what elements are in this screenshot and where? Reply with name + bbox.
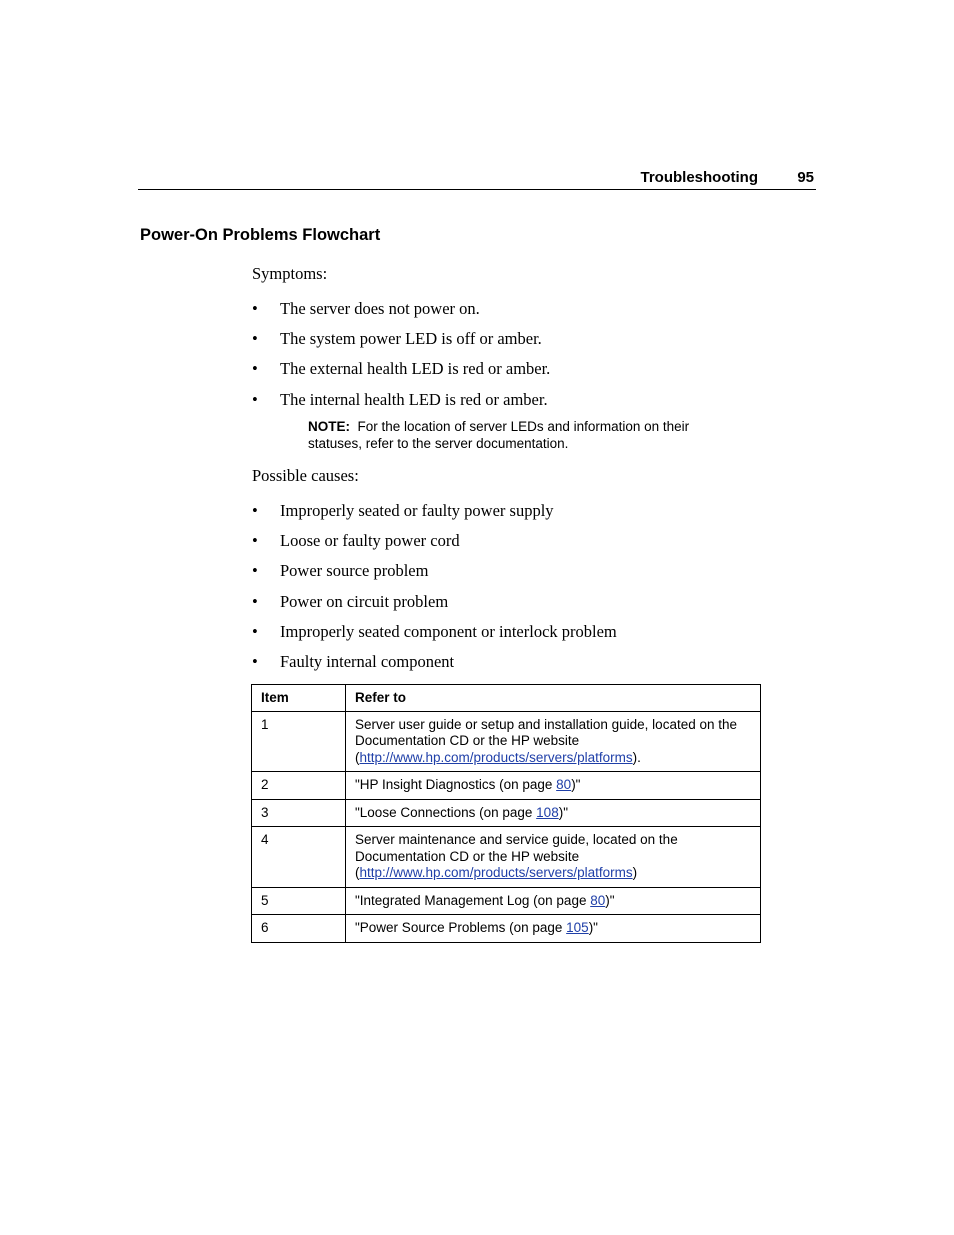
list-item <box>252 299 550 329</box>
reference-table <box>251 684 761 943</box>
refer-cell: "Integrated Management Log (on page 80)" <box>346 887 761 915</box>
list-item <box>252 561 617 591</box>
item-cell: 5 <box>252 887 346 915</box>
bullet-icon: • <box>252 501 258 520</box>
symptom-text: The internal health LED is red or amber. <box>280 389 548 409</box>
list-item <box>252 592 617 622</box>
section-heading: Power-On Problems Flowchart <box>140 226 381 244</box>
list-item <box>252 390 550 420</box>
reference-link[interactable]: http://www.hp.com/products/servers/platforms <box>359 865 633 880</box>
bullet-icon: • <box>252 299 258 318</box>
causes-label: Possible causes: <box>252 466 359 485</box>
page-link[interactable]: 80 <box>556 777 572 792</box>
running-header <box>138 168 816 190</box>
item-cell: 2 <box>252 772 346 800</box>
refer-cell: "HP Insight Diagnostics (on page 80)" <box>346 772 761 800</box>
symptom-text: The system power LED is off or amber. <box>280 329 542 349</box>
bullet-icon: • <box>252 651 258 671</box>
bullet-icon: • <box>252 621 258 641</box>
bullet-icon: • <box>252 389 258 409</box>
table-row <box>252 799 761 827</box>
column-header-refer-to: Refer to <box>346 685 761 712</box>
page-link[interactable]: 80 <box>590 892 606 908</box>
bullet-icon: • <box>252 591 258 611</box>
causes-list <box>252 501 617 682</box>
cause-text: Faulty internal component <box>280 651 455 671</box>
symptom-text: The server does not power on. <box>280 299 480 318</box>
page-link[interactable]: 105 <box>566 920 589 935</box>
bullet-icon: • <box>252 531 258 551</box>
cause-text: Power on circuit problem <box>280 591 449 611</box>
refer-cell: Server user guide or setup and installation guide, located on the Documentation CD or the HP website (http://www.hp.com/products/servers/platforms). <box>346 711 761 772</box>
item-cell: 4 <box>252 827 346 888</box>
bullet-icon: • <box>252 329 258 349</box>
cause-text: Improperly seated component or interlock problem <box>280 621 617 641</box>
symptom-text: The external health LED is red or amber. <box>280 359 551 379</box>
table-row <box>252 915 761 943</box>
column-header-item: Item <box>252 685 346 712</box>
table-row <box>252 887 761 915</box>
note-label: NOTE: <box>308 419 350 434</box>
list-item <box>252 359 550 389</box>
refer-cell: "Loose Connections (on page 108)" <box>346 799 761 827</box>
list-item <box>252 329 550 359</box>
item-cell: 3 <box>252 799 346 827</box>
table-row <box>252 711 761 772</box>
symptoms-list <box>252 299 550 420</box>
symptoms-label: Symptoms: <box>252 264 328 283</box>
table-row <box>252 827 761 888</box>
cause-text: Improperly seated or faulty power supply <box>280 501 554 520</box>
list-item <box>252 622 617 652</box>
table-header-row <box>252 685 761 712</box>
item-cell: 6 <box>252 915 346 943</box>
table-row <box>252 772 761 800</box>
reference-link[interactable]: http://www.hp.com/products/servers/platforms <box>359 749 633 765</box>
item-cell: 1 <box>252 711 346 772</box>
cause-text: Power source problem <box>280 561 429 581</box>
list-item <box>252 652 617 682</box>
page-number: 95 <box>797 169 814 186</box>
refer-cell: Server maintenance and service guide, located on the Documentation CD or the HP website (http://www.hp.com/products/servers/platforms) <box>346 827 761 888</box>
page-link[interactable]: 108 <box>536 804 559 820</box>
bullet-icon: • <box>252 359 258 379</box>
cause-text: Loose or faulty power cord <box>280 531 460 551</box>
list-item <box>252 531 617 561</box>
note-block <box>308 419 728 452</box>
header-section-title: Troubleshooting <box>640 169 758 186</box>
bullet-icon: • <box>252 561 258 581</box>
list-item <box>252 501 617 531</box>
refer-cell: "Power Source Problems (on page 105)" <box>346 915 761 943</box>
note-text: For the location of server LEDs and information on their statuses, refer to the server documentation. <box>308 419 690 451</box>
